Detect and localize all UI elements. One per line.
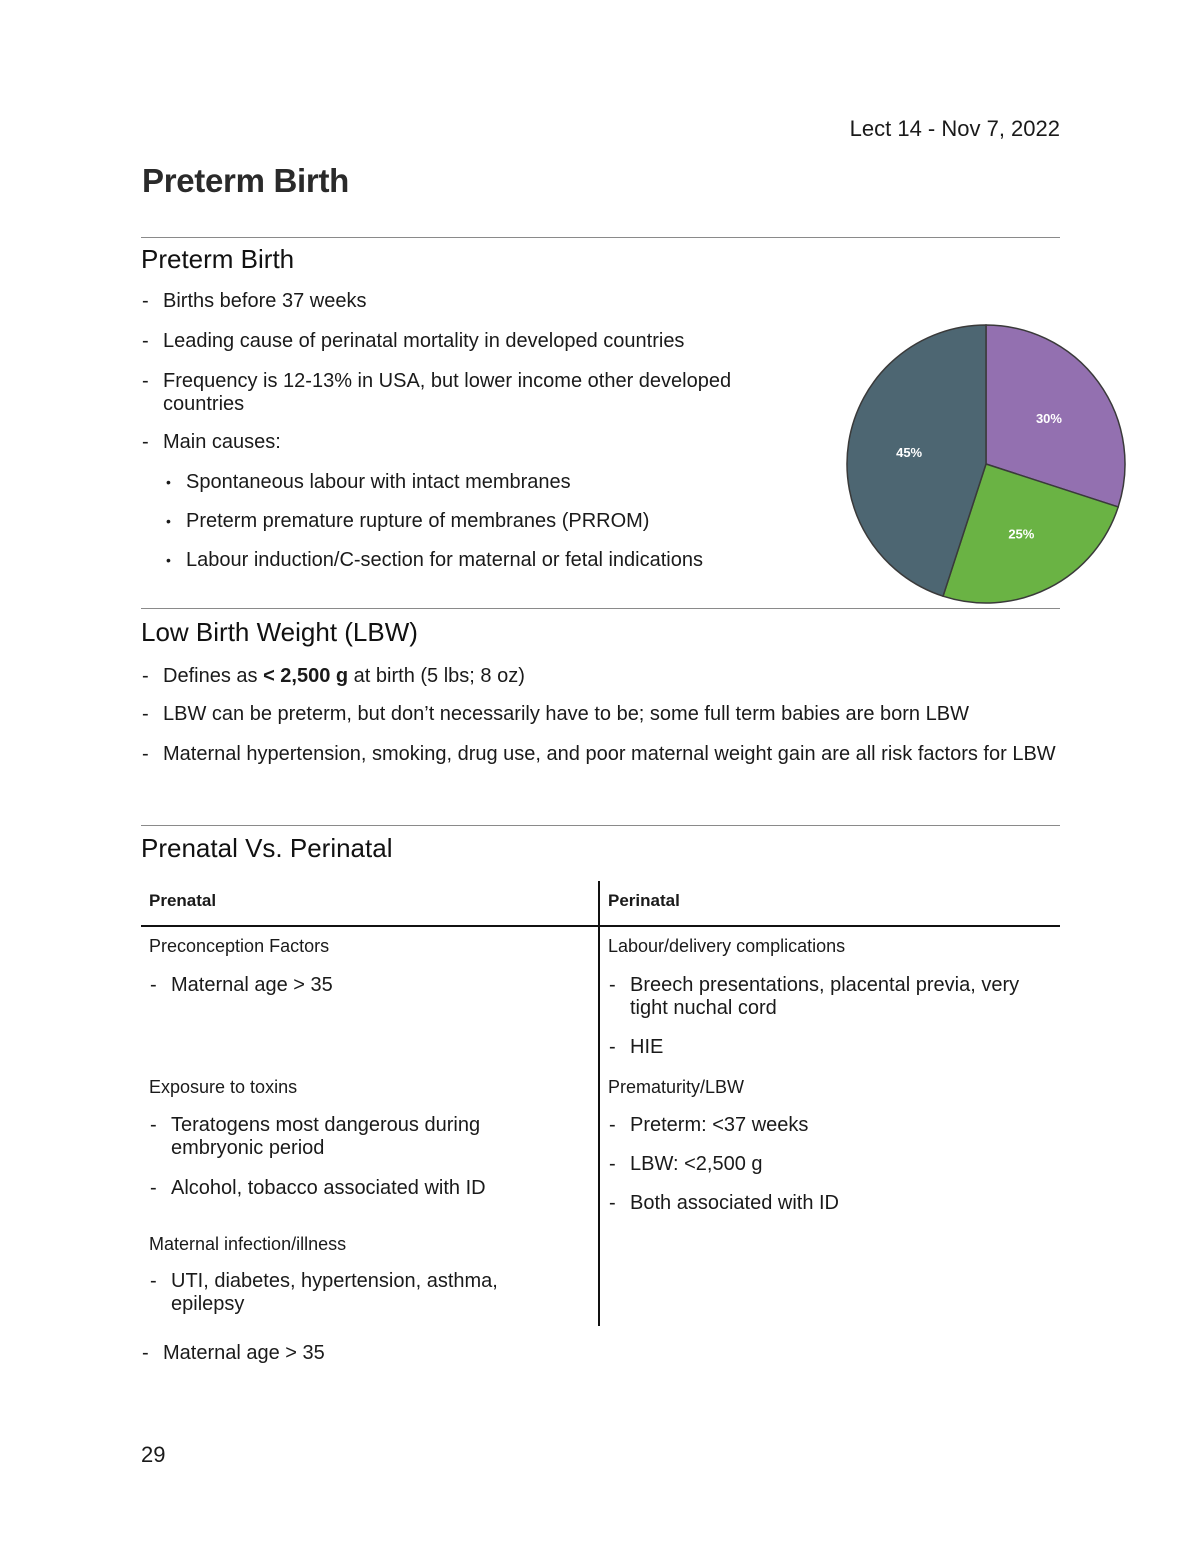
table-item: - HIE [609, 1036, 1029, 1059]
list-item: - Maternal age > 35 [142, 1342, 742, 1365]
list-item: - LBW can be preterm, but don’t necessarily have to be; some full term babies are born LBW [142, 703, 1057, 726]
section-heading-lbw: Low Birth Weight (LBW) [141, 617, 418, 647]
pie-chart [840, 318, 1140, 618]
page-title: Preterm Birth [142, 162, 349, 199]
table-subheading: Exposure to toxins [149, 1077, 298, 1097]
table-subheading: Prematurity/LBW [608, 1077, 745, 1097]
table-header-perinatal: Perinatal [608, 891, 680, 910]
pie-slice-label: 25% [1008, 526, 1035, 542]
table-subheading: Preconception Factors [149, 936, 330, 956]
list-item: - Frequency is 12-13% in USA, but lower income other developed countries [142, 370, 802, 416]
divider [141, 825, 1060, 826]
list-item: - Maternal hypertension, smoking, drug use, and poor maternal weight gain are all risk factors for LBW [142, 743, 1057, 766]
list-item: - Defines as < 2,500 g at birth (5 lbs; 8 oz) [142, 665, 1057, 688]
table-header-rule [141, 925, 1060, 927]
list-item: - Births before 37 weeks [142, 290, 822, 313]
table-item: - Maternal age > 35 [150, 974, 580, 997]
list-item: - Main causes: [142, 431, 822, 454]
table-column-divider [598, 881, 600, 1326]
table-item: - Preterm: <37 weeks [609, 1114, 1029, 1137]
bullet-item: • Preterm premature rupture of membranes (PRROM) [166, 510, 806, 533]
table-item: - Teratogens most dangerous during embryonic period [150, 1114, 540, 1160]
divider [141, 237, 1060, 238]
bullet-item: • Labour induction/C-section for maternal or fetal indications [166, 549, 806, 572]
section-heading-compare: Prenatal Vs. Perinatal [141, 833, 393, 863]
list-item: - Leading cause of perinatal mortality in developed countries [142, 330, 822, 353]
pie-slice-label: 30% [1035, 411, 1062, 427]
table-item: - LBW: <2,500 g [609, 1153, 1029, 1176]
table-item: - UTI, diabetes, hypertension, asthma, epilepsy [150, 1270, 570, 1316]
table-item: - Alcohol, tobacco associated with ID [150, 1177, 580, 1200]
table-subheading: Labour/delivery complications [608, 936, 846, 956]
table-header-prenatal: Prenatal [149, 891, 217, 910]
table-item: - Both associated with ID [609, 1192, 1029, 1215]
page-number: 29 [141, 1442, 166, 1467]
divider [141, 608, 1060, 609]
table-item: - Breech presentations, placental previa, very tight nuchal cord [609, 974, 1029, 1020]
lecture-date: Lect 14 - Nov 7, 2022 [849, 116, 1060, 141]
pie-slice-label: 45% [896, 444, 923, 460]
section-heading-preterm: Preterm Birth [141, 244, 295, 274]
table-subheading: Maternal infection/illness [149, 1234, 347, 1254]
bullet-item: • Spontaneous labour with intact membranes [166, 471, 806, 494]
